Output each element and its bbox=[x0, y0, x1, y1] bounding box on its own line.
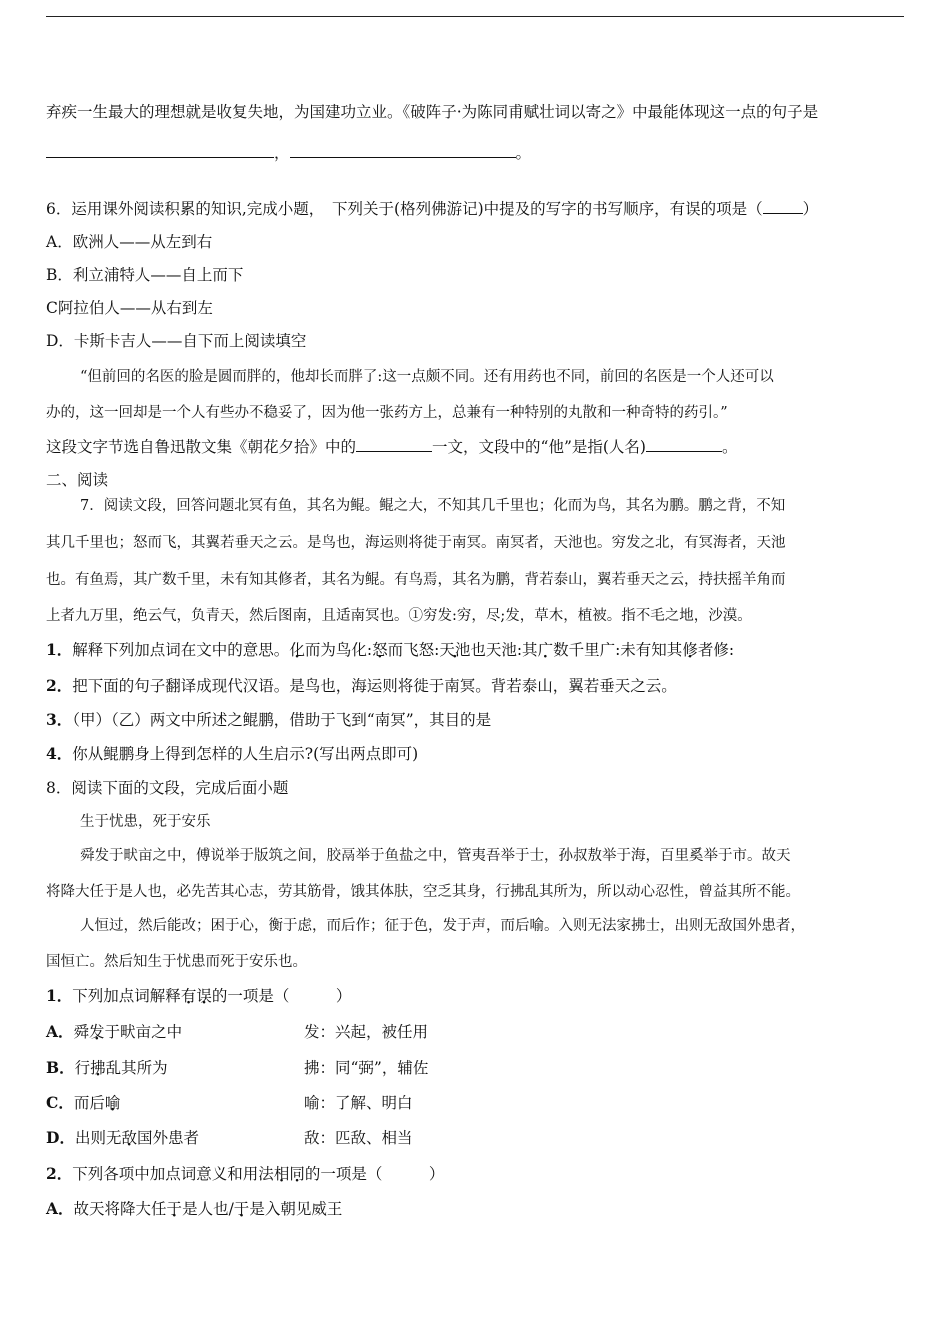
answer-blank[interactable] bbox=[46, 143, 274, 158]
q7-text-line-3: 也。有鱼焉，其广数千里，未有知其修者，其名为鲲。有鸟焉，其名为鹏，背若泰山，翼若垂天之云，持扶摇羊角而 bbox=[46, 572, 786, 588]
section-heading: 二、阅读 bbox=[46, 471, 109, 489]
q6-option-b: B．利立浦特人——自上而下 bbox=[46, 266, 244, 284]
q6-quote-line-2: 办的，这一回却是一个人有些办不稳妥了，因为他一张药方上，总兼有一种特别的丸散和一种奇特的药引。” bbox=[46, 405, 728, 421]
q7-sub-question-3: 3．（甲）（乙）两文中所述之鲲鹏，借助于飞到“南冥”，其目的是 bbox=[46, 710, 492, 729]
q7-sub-question-2: 2．把下面的句子翻译成现代汉语。是鸟也，海运则将徙于南冥。背若泰山，翼若垂天之云。 bbox=[46, 676, 677, 695]
q8-stem: 8．阅读下面的文段，完成后面小题 bbox=[46, 779, 289, 797]
q6-option-a: A．欧洲人——从左到右 bbox=[46, 233, 213, 251]
q8-sub-question-1: 1．下列加点词解释有误的一项是（ ） bbox=[46, 986, 352, 1005]
q8-sub1-option-d[interactable]: D．出则无敌国外患者 敌：匹敌、相当 bbox=[46, 1128, 413, 1147]
q7-text-line-2: 其几千里也；怒而飞，其翼若垂天之云。是鸟也，海运则将徙于南冥。南冥者，天池也。穷发之北，有冥海者，天池 bbox=[46, 535, 786, 551]
q6-fill-line: 这段文字节选自鲁迅散文集《朝花夕拾》中的 一文，文段中的“他”是指(人名) 。 bbox=[46, 438, 738, 456]
q6-option-c: C阿拉伯人——从右到左 bbox=[46, 299, 213, 317]
q8-sub1-option-a[interactable]: A．舜发于畎亩之中 发：兴起，被任用 bbox=[46, 1022, 429, 1041]
q8-passage-line-4: 国恒亡。然后知生于忧患而死于安乐也。 bbox=[46, 954, 307, 970]
answer-blank[interactable] bbox=[356, 437, 432, 452]
answer-blank[interactable] bbox=[763, 199, 803, 214]
q8-sub2-option-a[interactable]: A．故天将降大任于是人也/于是入朝见威王 bbox=[46, 1199, 343, 1218]
q5-intro: 弃疾一生最大的理想就是收复失地，为国建功立业。《破阵子·为陈同甫赋壮词以寄之》中最能体现这一点的句子是 bbox=[46, 103, 819, 121]
q6-quote-line-1: “但前回的名医的脸是圆而胖的，他却长而胖了:这一点颇不同。还有用药也不同，前回的名医是一个人还可以 bbox=[80, 369, 774, 385]
q8-passage-line-1: 舜发于畎亩之中，傅说举于版筑之间，胶鬲举于鱼盐之中，管夷吾举于士，孙叔敖举于海，百里奚举于市。故天 bbox=[80, 848, 791, 864]
answer-blank[interactable] bbox=[290, 143, 516, 158]
q8-passage-line-2: 将降大任于是人也，必先苦其心志，劳其筋骨，饿其体肤，空乏其身，行拂乱其所为，所以动心忍性，曾益其所不能。 bbox=[46, 884, 800, 900]
answer-blank[interactable] bbox=[646, 437, 722, 452]
q8-sub1-option-c[interactable]: C．而后喻 喻：了解、明白 bbox=[46, 1093, 413, 1112]
q5-answer-line: ， 。 bbox=[46, 142, 531, 164]
q6-option-d: D．卡斯卡吉人——自下而上阅读填空 bbox=[46, 332, 307, 350]
q8-sub-question-2: 2．下列各项中加点词意义和用法相同的一项是（ ） bbox=[46, 1164, 445, 1183]
header-rule bbox=[46, 16, 904, 17]
q8-passage-title: 生于忧患，死于安乐 bbox=[80, 814, 211, 830]
q6-stem: 6．运用课外阅读积累的知识,完成小题， 下列关于(格列佛游记)中提及的写字的书写顺序，有误的项是（ ） bbox=[46, 200, 819, 218]
q8-passage-line-3: 人恒过，然后能改；困于心，衡于虑，而后作；征于色，发于声，而后喻。入则无法家拂士，出则无敌国外患者， bbox=[80, 918, 805, 934]
q7-text-line-1: 7．阅读文段，回答问题北冥有鱼，其名为鲲。鲲之大，不知其几千里也；化而为鸟，其名为鹏。鹏之背，不知 bbox=[80, 498, 786, 514]
q7-sub-question-4: 4．你从鲲鹏身上得到怎样的人生启示?(写出两点即可) bbox=[46, 744, 419, 763]
q7-sub-question-1: 1．解释下列加点词在文中的意思。化而为鸟化:怒而飞怒:天池也天池:其广数千里广:未有知其修者修: bbox=[46, 640, 735, 659]
q8-sub1-option-b[interactable]: B．行拂乱其所为 拂：同“弼”，辅佐 bbox=[46, 1058, 429, 1077]
q7-text-line-4: 上者九万里，绝云气，负青天，然后图南，且适南冥也。①穷发:穷，尽;发，草木，植被。指不毛之地，沙漠。 bbox=[46, 608, 752, 624]
